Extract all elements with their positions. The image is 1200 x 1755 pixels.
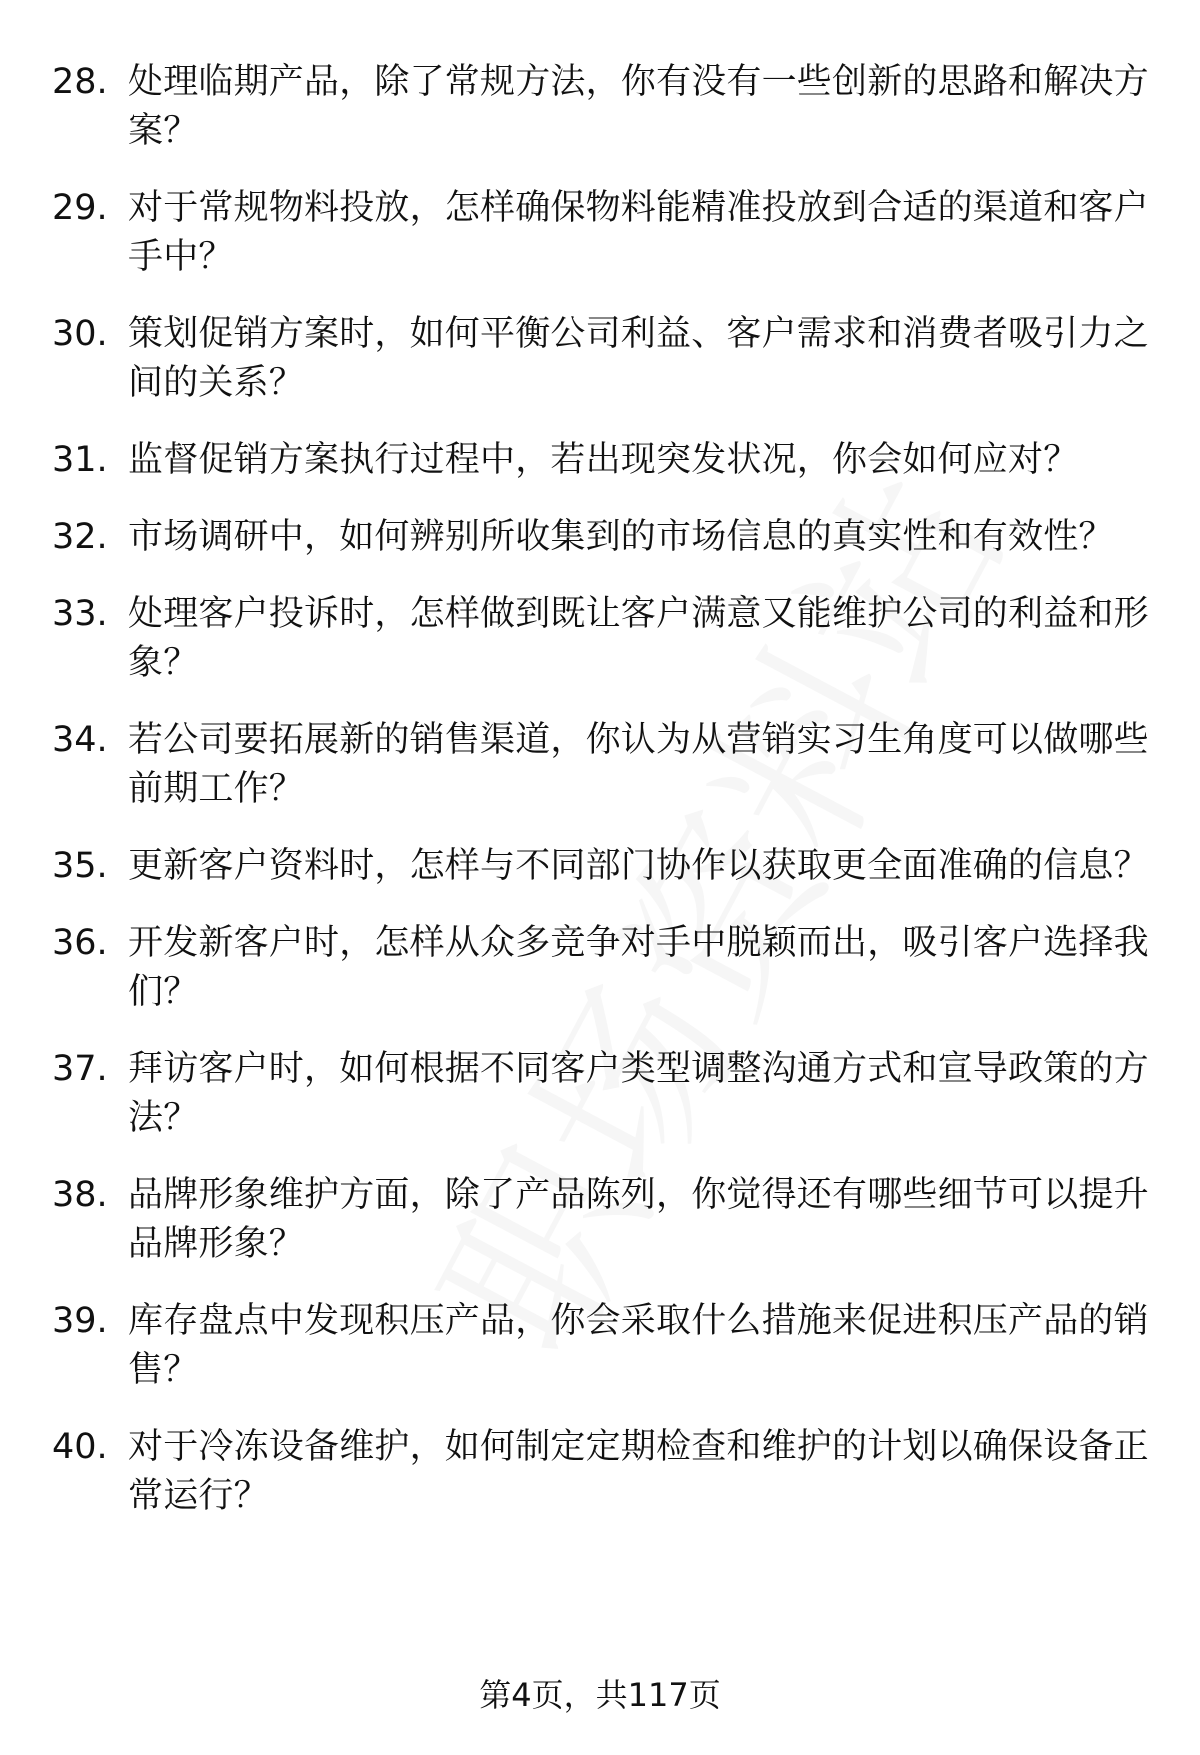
question-text: 处理临期产品，除了常规方法，你有没有一些创新的思路和解决方案？	[128, 62, 1149, 151]
question-text: 对于常规物料投放，怎样确保物料能精准投放到合适的渠道和客户手中？	[128, 188, 1149, 277]
question-number: 35.	[52, 846, 108, 886]
question-item	[52, 842, 1152, 891]
question-text: 策划促销方案时，如何平衡公司利益、客户需求和消费者吸引力之间的关系？	[128, 314, 1149, 403]
question-number: 38.	[52, 1175, 108, 1215]
page-number-footer: 第4页，共117页	[479, 1676, 721, 1714]
question-item	[52, 1423, 1152, 1521]
question-number: 34.	[52, 720, 108, 760]
question-number: 29.	[52, 188, 108, 228]
question-text: 对于冷冻设备维护，如何制定定期检查和维护的计划以确保设备正常运行？	[128, 1427, 1149, 1516]
question-text: 若公司要拓展新的销售渠道，你认为从营销实习生角度可以做哪些前期工作？	[128, 720, 1149, 809]
question-item	[52, 919, 1152, 1017]
question-number: 33.	[52, 594, 108, 634]
question-text: 处理客户投诉时，怎样做到既让客户满意又能维护公司的利益和形象？	[128, 594, 1149, 683]
question-item	[52, 310, 1152, 408]
question-number: 32.	[52, 517, 108, 557]
question-text: 监督促销方案执行过程中，若出现突发状况，你会如何应对？	[128, 440, 1079, 480]
question-number: 36.	[52, 923, 108, 963]
question-text: 更新客户资料时，怎样与不同部门协作以获取更全面准确的信息？	[128, 846, 1149, 886]
question-item	[52, 513, 1152, 562]
question-text: 市场调研中，如何辨别所收集到的市场信息的真实性和有效性？	[128, 517, 1114, 557]
question-text: 拜访客户时，如何根据不同客户类型调整沟通方式和宣导政策的方法？	[128, 1049, 1149, 1138]
question-item	[52, 58, 1152, 156]
question-number: 28.	[52, 62, 108, 102]
question-number: 30.	[52, 314, 108, 354]
question-item	[52, 184, 1152, 282]
question-number: 31.	[52, 440, 108, 480]
question-item	[52, 436, 1152, 485]
question-list	[52, 58, 1152, 1549]
question-text: 品牌形象维护方面，除了产品陈列，你觉得还有哪些细节可以提升品牌形象？	[128, 1175, 1149, 1264]
question-item	[52, 716, 1152, 814]
question-item	[52, 1171, 1152, 1269]
question-text: 开发新客户时，怎样从众多竞争对手中脱颖而出，吸引客户选择我们？	[128, 923, 1149, 1012]
question-item	[52, 1045, 1152, 1143]
question-number: 40.	[52, 1427, 108, 1467]
question-item	[52, 1297, 1152, 1395]
question-item	[52, 590, 1152, 688]
question-number: 39.	[52, 1301, 108, 1341]
question-number: 37.	[52, 1049, 108, 1089]
question-text: 库存盘点中发现积压产品，你会采取什么措施来促进积压产品的销售？	[128, 1301, 1149, 1390]
